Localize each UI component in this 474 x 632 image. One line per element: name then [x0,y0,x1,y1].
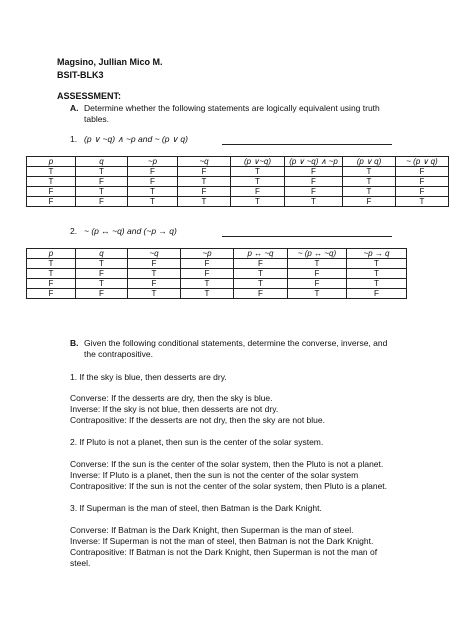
truth-table-2-cell: F [234,289,288,299]
truth-table-2-row [27,279,407,289]
truth-table-1-cell: F [178,167,231,177]
truth-table-2-cell: F [128,279,181,289]
truth-table-2-cell: F [288,279,347,289]
truth-table-2-cell: T [234,269,288,279]
truth-table-2-cell: F [76,269,128,279]
truth-table-2-row [27,269,407,279]
truth-table-2-cell: T [76,279,128,289]
b-item-1-inverse: Inverse: If the sky is not blue, then desserts are not dry. [70,404,279,414]
truth-table-1-cell: F [343,197,396,207]
truth-table-1-cell: T [178,177,231,187]
b-item-2-statement: 2. If Pluto is not a planet, then sun is the center of the solar system. [70,437,324,447]
truth-table-1-cell: F [76,197,128,207]
b-item-3-contrapositive: Contrapositive: If Batman is not the Dark Knight, then Superman is not the man of [70,547,378,557]
truth-table-1-cell: F [396,187,449,197]
q1-answer-line [222,144,392,145]
truth-table-2-cell: T [347,279,407,289]
b-item-2-contrapositive: Contrapositive: If the sun is not the center of the solar system, then Pluto is a planet. [70,481,388,491]
part-a-instruction-line2: tables. [84,114,110,124]
truth-table-1-cell: T [396,197,449,207]
truth-table-1-row [27,167,449,177]
truth-table-1-cell: T [27,167,76,177]
truth-table-2-header-cell: p [27,249,76,259]
b-item-3-statement: 3. If Superman is the man of steel, then Batman is the Dark Knight. [70,503,322,513]
truth-table-2-cell: F [288,269,347,279]
truth-table-1-row [27,177,449,187]
truth-table-1-cell: T [76,187,128,197]
q1-number: 1. [70,134,78,144]
truth-table-2-header-cell: q [76,249,128,259]
truth-table-1-cell: F [27,187,76,197]
truth-table-1-row [27,197,449,207]
truth-table-2-cell: T [347,269,407,279]
truth-table-1-cell: T [231,197,285,207]
truth-table-1-cell: T [285,197,343,207]
part-a-letter: A. [70,103,79,113]
truth-table-2-cell: F [27,279,76,289]
q1-statement: (p ∨ ~q) ∧ ~p and ~ (p ∨ q) [84,134,188,144]
truth-table-2-header-cell: ~q [128,249,181,259]
truth-table-1-cell: F [178,187,231,197]
b-item-3-inverse: Inverse: If Superman is not the man of steel, then Batman is not the Dark Knight. [70,536,374,546]
q2-answer-line [222,236,392,237]
b-item-1-converse: Converse: If the desserts are dry, then the sky is blue. [70,393,273,403]
truth-table-1-header-row [27,157,449,167]
truth-table-2-row [27,259,407,269]
truth-table-1-header-cell: ~p [128,157,178,167]
truth-table-2-cell: T [27,269,76,279]
truth-table-2-cell: F [234,259,288,269]
truth-table-1-cell: F [396,167,449,177]
truth-table-1-header-cell: (p ∨ ~q) ∧ ~p [285,157,343,167]
truth-table-2-cell: T [347,259,407,269]
truth-table-1-cell: F [285,177,343,187]
b-item-1-contrapositive: Contrapositive: If the desserts are not dry, then the sky are not blue. [70,415,325,425]
truth-table-2-cell: T [76,259,128,269]
student-section: BSIT-BLK3 [57,70,104,80]
truth-table-1-cell: T [343,177,396,187]
b-item-2-converse: Converse: If the sun is the center of the solar system, then the Pluto is not a planet. [70,459,384,469]
truth-table-1-header-cell: q [76,157,128,167]
truth-table-2-cell: T [181,289,234,299]
truth-table-1-cell: T [76,167,128,177]
truth-table-2-cell: T [234,279,288,289]
truth-table-1-cell: F [27,197,76,207]
truth-table-1-cell: F [231,187,285,197]
truth-table-2-cell: F [128,259,181,269]
truth-table-2-cell: F [181,269,234,279]
truth-table-2-cell: T [128,289,181,299]
truth-table-1 [26,156,449,207]
truth-table-2-header-cell: ~p → q [347,249,407,259]
truth-table-1-header-cell: (p ∨~q) [231,157,285,167]
truth-table-1-cell: F [128,167,178,177]
q2-statement: ~ (p ↔ ~q) and (~p → q) [84,226,177,236]
truth-table-2-header-cell: p ↔ ~q [234,249,288,259]
b-item-1-statement: 1. If the sky is blue, then desserts are dry. [70,372,227,382]
truth-table-1-cell: T [231,177,285,187]
part-a-instruction-line1: Determine whether the following statements are logically equivalent using truth [84,103,380,113]
truth-table-1-cell: T [343,187,396,197]
truth-table-2 [26,248,407,299]
truth-table-2-row [27,289,407,299]
truth-table-1-cell: T [128,197,178,207]
b-item-2-inverse: Inverse: If Pluto is a planet, then the sun is not the center of the solar system [70,470,359,480]
student-name: Magsino, Jullian Mico M. [57,57,163,67]
truth-table-1-cell: F [285,167,343,177]
truth-table-1-header-cell: (p ∨ q) [343,157,396,167]
b-item-3-contrapositive-cont: steel. [70,558,91,568]
part-b-letter: B. [70,338,79,348]
truth-table-2-cell: T [181,279,234,289]
truth-table-2-cell: T [288,259,347,269]
truth-table-1-header-cell: p [27,157,76,167]
truth-table-2-cell: T [288,289,347,299]
part-b-instruction-line1: Given the following conditional statements, determine the converse, inverse, and [84,338,388,348]
truth-table-1-cell: F [76,177,128,187]
truth-table-2-header-row [27,249,407,259]
truth-table-2-cell: F [181,259,234,269]
truth-table-2-cell: F [27,289,76,299]
truth-table-1-cell: F [285,187,343,197]
truth-table-1-header-cell: ~q [178,157,231,167]
b-item-3-converse: Converse: If Batman is the Dark Knight, then Superman is the man of steel. [70,525,354,535]
truth-table-1-cell: T [231,167,285,177]
truth-table-1-cell: F [396,177,449,187]
truth-table-1-cell: T [178,197,231,207]
truth-table-1-row [27,187,449,197]
truth-table-2-cell: T [27,259,76,269]
truth-table-2-cell: F [76,289,128,299]
truth-table-1-cell: F [128,177,178,187]
q2-number: 2. [70,226,78,236]
truth-table-2-cell: T [128,269,181,279]
truth-table-2-header-cell: ~p [181,249,234,259]
truth-table-1-cell: T [27,177,76,187]
truth-table-2-cell: F [347,289,407,299]
truth-table-1-header-cell: ~ (p ∨ q) [396,157,449,167]
assessment-title: ASSESSMENT: [57,91,122,101]
part-b-instruction-line2: the contrapositive. [84,349,153,359]
truth-table-2-header-cell: ~ (p ↔ ~q) [288,249,347,259]
truth-table-1-cell: T [343,167,396,177]
truth-table-1-cell: T [128,187,178,197]
